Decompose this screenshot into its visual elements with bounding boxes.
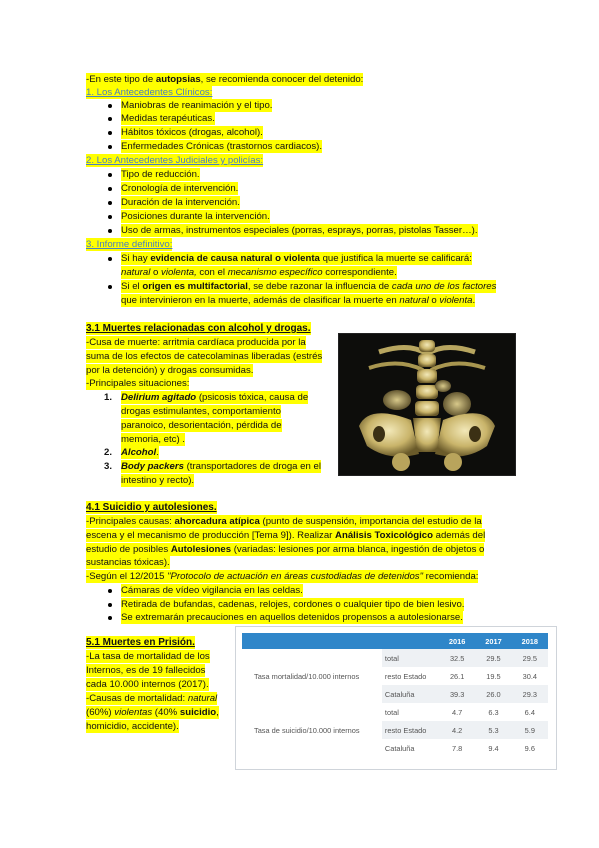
section3-title: 3. Informe definitivo:: [86, 239, 173, 250]
bullet-icon: [108, 257, 112, 261]
section51-title: 5.1 Muertes en Prisión.: [86, 637, 195, 648]
table-cell: total: [382, 649, 439, 667]
bullet-icon: [108, 201, 112, 205]
text-line: cada 10.000 internos (2017).: [86, 679, 209, 690]
numbered-item-1-line4: memoria, etc) .: [121, 434, 185, 445]
list-item: Tipo de reducción.: [121, 169, 200, 180]
table-cell: 30.4: [522, 671, 537, 681]
bullet-icon: [108, 117, 112, 121]
table-header-cell: [242, 633, 382, 649]
numbered-item-2: Alcohol.: [121, 447, 159, 458]
list-item: Cronología de intervención.: [121, 183, 239, 194]
list-item: Maniobras de reanimación y el tipo.: [121, 100, 273, 111]
bullet-icon: [108, 616, 112, 620]
table-header-cell: 2017: [485, 636, 502, 646]
text-line: -Cusa de muerte: arritmia cardíaca producida por la: [86, 337, 306, 348]
prison-mortality-table: [235, 626, 557, 770]
bullet-icon: [108, 104, 112, 108]
table-cell: 6.4: [524, 707, 535, 717]
section2-title: 2. Los Antecedentes Judiciales y policías:: [86, 155, 264, 166]
list-number: 1.: [104, 392, 113, 403]
numbered-item-1-line2: drogas estimulantes, comportamiento: [121, 406, 281, 417]
list-number: 3.: [104, 461, 113, 472]
table-cell: 29.5: [512, 649, 548, 667]
bullet-icon: [108, 603, 112, 607]
table-cell: 19.5: [486, 671, 501, 681]
table-cell: 29.5: [475, 649, 511, 667]
table-header-cell: 2018: [521, 636, 539, 646]
table-cell: 7.8: [451, 743, 463, 753]
table-cell: 9.4: [488, 743, 499, 753]
numbered-item-3-line2: intestino y recto).: [121, 475, 195, 486]
table-header-cell: 2016: [448, 636, 466, 646]
text-line: -Según el 12/2015 "Protocolo de actuación en áreas custodiadas de detenidos" recomienda:: [86, 571, 479, 582]
table-cell: 9.6: [524, 743, 535, 753]
text-line: -Principales causas: ahorcadura atípica (punto de suspensión, importancia del estudio de la: [86, 516, 482, 527]
table-header-row: [242, 633, 548, 649]
table-cell: 4.7: [451, 707, 463, 717]
list-number: 2.: [104, 447, 113, 458]
table-cell: resto Estado: [384, 671, 427, 681]
section41-title: 4.1 Suicidio y autolesiones.: [86, 502, 217, 513]
table-cell: 5.3: [475, 721, 511, 739]
table-cell: 26.0: [475, 685, 511, 703]
bullet-icon: [108, 131, 112, 135]
table-cell: 32.5: [439, 649, 475, 667]
table-cell: 6.3: [488, 707, 499, 717]
text-line: -Principales situaciones:: [86, 378, 190, 389]
text-line: escena y el mecanismo de producción [Tema 9]). Realizar Análisis Toxicológico además del: [86, 530, 486, 541]
bullet-icon: [108, 285, 112, 289]
text-line: sustancias tóxicas).: [86, 557, 170, 568]
table-cell: resto Estado: [382, 721, 439, 739]
text-line: (60%) violentas (40% suicidio,: [86, 707, 219, 718]
table-cell: 4.2: [439, 721, 475, 739]
table-cell: Cataluña: [382, 685, 439, 703]
list-item: Medidas terapéuticas.: [121, 113, 215, 124]
list-item: Duración de la intervención.: [121, 197, 240, 208]
table-row: [242, 649, 548, 667]
bullet-icon: [108, 173, 112, 177]
group-label: Tasa mortalidad/10.000 internos: [242, 649, 382, 703]
list-item: Retirada de bufandas, cadenas, relojes, cordones o cualquier tipo de bien lesivo.: [121, 599, 465, 610]
list-item: Uso de armas, instrumentos especiales (porras, esprays, porras, pistolas Tasser…).: [121, 225, 478, 236]
bullet-icon: [108, 145, 112, 149]
text-line: homicidio, accidente).: [86, 721, 179, 732]
table-cell: 39.3: [439, 685, 475, 703]
numbered-item-3-line1: Body packers (transportadores de droga en el: [121, 461, 321, 472]
text-line: estudio de posibles Autolesiones (variadas: lesiones por arma blanca, ingestión de objetos o: [86, 544, 485, 555]
section3-bullet2-line1: Si el origen es multifactorial, se debe razonar la influencia de cada uno de los factores: [121, 281, 497, 292]
table-row: [242, 703, 548, 721]
section1-title: 1. Los Antecedentes Clínicos:: [86, 87, 213, 98]
intro-line: -En este tipo de autopsias, se recomienda conocer del detenido:: [86, 74, 364, 85]
table-cell: 26.1: [449, 671, 465, 681]
group-label: Tasa de suicidio/10.000 internos: [242, 703, 382, 757]
list-item: Enfermedades Crónicas (trastornos cardiacos).: [121, 141, 323, 152]
text-line: -La tasa de mortalidad de los: [86, 651, 210, 662]
numbered-item-1-line1: Delirium agitado (psicosis tóxica, causa de: [121, 392, 309, 403]
table-cell: Cataluña: [384, 743, 415, 753]
list-item: Posiciones durante la intervención.: [121, 211, 270, 222]
text-line: suma de los efectos de catecolaminas liberadas (estrés: [86, 351, 323, 362]
list-item: Cámaras de vídeo vigilancia en las celdas.: [121, 585, 303, 596]
list-item: Hábitos tóxicos (drogas, alcohol).: [121, 127, 263, 138]
section3-bullet1-line2: natural o violenta, con el mecanismo específico correspondiente.: [121, 267, 397, 278]
table-cell: 5.9: [512, 721, 548, 739]
numbered-item-1-line3: paranoico, desorientación, pérdida de: [121, 420, 282, 431]
text-line: por la detención) y drogas consumidas.: [86, 365, 254, 376]
section3-bullet2-line2: que intervinieron en la muerte, además de clasificar la muerte en natural o violenta.: [121, 295, 476, 306]
text-line: Internos, es de 19 fallecidos: [86, 665, 206, 676]
table-cell: total: [384, 707, 399, 717]
ct-scan-image: [338, 333, 516, 476]
bullet-icon: [108, 215, 112, 219]
table-cell: 29.3: [512, 685, 548, 703]
list-item: Se extremarán precauciones en aquellos detenidos propensos a autolesionarse.: [121, 612, 463, 623]
bullet-icon: [108, 589, 112, 593]
bullet-icon: [108, 187, 112, 191]
section31-title: 3.1 Muertes relacionadas con alcohol y drogas.: [86, 323, 311, 334]
table-header-cell: [382, 633, 439, 649]
bullet-icon: [108, 229, 112, 233]
text-line: -Causas de mortalidad: natural: [86, 693, 218, 704]
section3-bullet1-line1: Si hay evidencia de causa natural o violenta que justifica la muerte se calificará:: [121, 253, 472, 264]
